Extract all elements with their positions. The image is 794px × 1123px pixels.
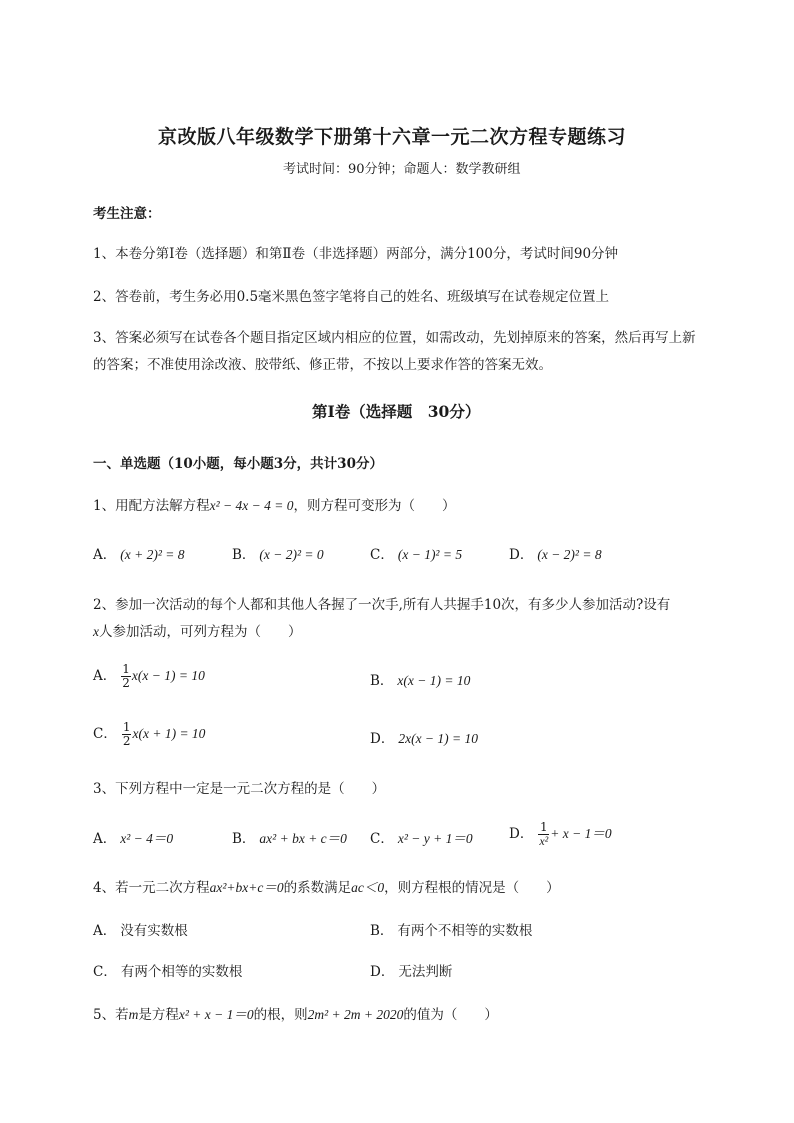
question-3-option-d: D． $\frac{1}{\text{x²}}$ + x − 1＝0 xyxy=(509,820,612,848)
document-subtitle: 考试时间：90分钟；命题人：数学教研组 xyxy=(283,162,521,177)
question-4-option-d: D． 无法判断 xyxy=(370,964,453,980)
question-2-option-d: D． 2x(x − 1) = 10 xyxy=(370,731,479,747)
question-2-option-c: C． $\frac{1}{2}$ x(x + 1) = 10 xyxy=(93,720,206,748)
notice-item-3-continued: 的答案；不准使用涂改液、胶带纸、修正带，不按以上要求作答的答案无效。 xyxy=(93,357,552,373)
question-3-option-b: B． ax² + bx + c＝0 xyxy=(232,831,347,847)
question-1-suffix: ，则方程可变形为（ ） xyxy=(293,498,456,514)
question-4-option-b: B． 有两个不相等的实数根 xyxy=(370,923,533,939)
notice-item-1: 1、本卷分第I卷（选择题）和第Ⅱ卷（非选择题）两部分，满分100分，考试时间90分钟 xyxy=(93,246,619,262)
question-4-option-a: A． 没有实数根 xyxy=(93,923,188,939)
question-3-option-a: A． x² − 4＝0 xyxy=(93,831,174,847)
question-1-prefix: 1、用配方法解方程 xyxy=(93,498,210,514)
question-1-equation: x² − 4x − 4 = 0 xyxy=(209,498,294,513)
question-5-stem: 5、若m是方程x² + x − 1＝0的根，则2m² + 2m + 2020的值为（ ） xyxy=(93,1007,498,1023)
question-2-stem-line-2: x人参加活动，可列方程为（ ） xyxy=(93,624,302,640)
question-4-option-c: C． 有两个相等的实数根 xyxy=(93,964,243,980)
question-2-stem-line-1: 2、参加一次活动的每个人都和其他人各握了一次手,所有人共握手10次，有多少人参加活动?设有 xyxy=(93,597,671,613)
document-title: 京改版八年级数学下册第十六章一元二次方程专题练习 xyxy=(158,126,627,148)
section-title: 第I卷（选择题 30分） xyxy=(312,402,481,421)
notice-item-3: 3、答案必须写在试卷各个题目指定区域内相应的位置，如需改动，先划掉原来的答案，然后再写上新 xyxy=(93,330,696,346)
question-4-stem: 4、若一元二次方程ax²+bx+c＝0的系数满足ac＜0，则方程根的情况是（ ） xyxy=(93,880,560,896)
question-2-option-a: A． $\frac{1}{2}$ x(x − 1) = 10 xyxy=(93,662,205,690)
question-1-option-c: C． (x − 1)² = 5 xyxy=(370,547,463,563)
question-2-option-b: B． x(x − 1) = 10 xyxy=(370,673,471,689)
notice-heading: 考生注意： xyxy=(93,206,161,222)
question-1-option-a: A． (x + 2)² = 8 xyxy=(93,547,185,563)
question-1-option-d: D． (x − 2)² = 8 xyxy=(509,547,602,563)
question-1-option-b: B． (x − 2)² = 0 xyxy=(232,547,324,563)
notice-item-2: 2、答卷前，考生务必用0.5毫米黑色签字笔将自己的姓名、班级填写在试卷规定位置上 xyxy=(93,289,610,305)
question-1-stem xyxy=(93,494,455,514)
question-3-option-c: C． x² − y + 1＝0 xyxy=(370,831,473,847)
part-heading: 一、单选题（10小题，每小题3分，共计30分） xyxy=(93,456,383,472)
question-3-stem: 3、下列方程中一定是一元二次方程的是（ ） xyxy=(93,781,386,797)
